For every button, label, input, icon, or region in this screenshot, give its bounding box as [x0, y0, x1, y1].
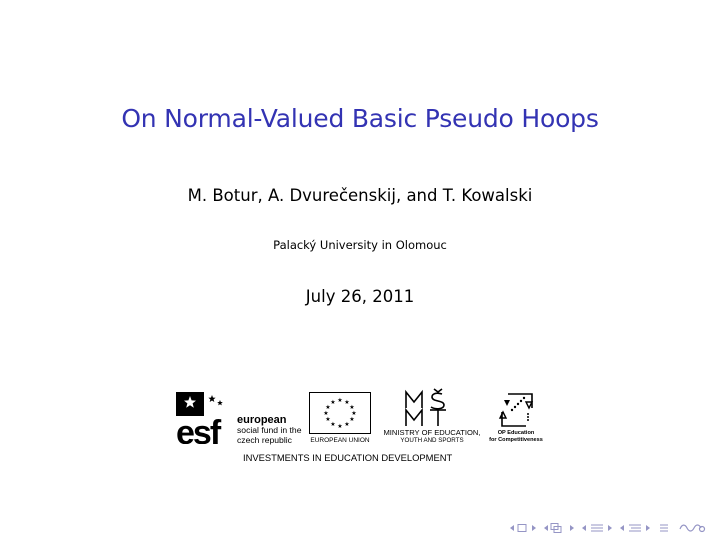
eu-logo: [307, 392, 373, 448]
nav-frame-icon[interactable]: [510, 523, 536, 533]
slide-date: July 26, 2011: [305, 287, 415, 306]
svg-text:★: ★: [349, 404, 355, 411]
op-line2: for Competitiveness: [489, 437, 543, 443]
op-line1: OP Education: [497, 430, 535, 436]
svg-text:★: ★: [323, 410, 329, 417]
esf-logo: [176, 392, 306, 448]
esf-line3: czech republic: [237, 435, 292, 445]
beamer-navigation: [502, 521, 706, 535]
svg-text:★: ★: [325, 416, 331, 423]
esf-line2: social fund in the: [237, 425, 302, 435]
eu-label: EUROPEAN UNION: [310, 437, 370, 444]
svg-text:★: ★: [330, 421, 336, 428]
nav-section-icon[interactable]: [582, 523, 612, 533]
slide-institute: Palacký University in Olomouc: [273, 238, 447, 252]
nav-subsection-icon[interactable]: [544, 523, 574, 533]
msmt-line1: MINISTRY OF EDUCATION,: [383, 428, 481, 437]
svg-text:esf: esf: [176, 414, 220, 444]
investments-caption: INVESTMENTS IN EDUCATION DEVELOPMENT: [243, 452, 453, 463]
op-logo: [486, 388, 546, 448]
svg-text:★: ★: [344, 421, 350, 428]
svg-text:★: ★: [325, 404, 331, 411]
op-logo-icon: [498, 390, 536, 428]
svg-text:★: ★: [337, 397, 343, 404]
msmt-logo: [377, 388, 487, 448]
nav-presentation-icon[interactable]: [620, 523, 650, 533]
nav-search-icon[interactable]: [678, 523, 706, 533]
esf-logo-icon: [176, 392, 236, 444]
svg-text:★: ★: [349, 416, 355, 423]
slide-authors: M. Botur, A. Dvurečenskij, and T. Kowalski: [187, 186, 533, 205]
esf-caption: [237, 415, 302, 445]
svg-text:★: ★: [330, 399, 336, 406]
eu-flag-icon: [309, 392, 371, 434]
esf-line1: european: [237, 414, 287, 426]
svg-text:★: ★: [337, 423, 343, 430]
slide-title: On Normal-Valued Basic Pseudo Hoops: [121, 104, 599, 133]
msmt-logo-icon: [402, 388, 462, 428]
msmt-line2: YOUTH AND SPORTS: [400, 437, 464, 444]
svg-text:★: ★: [344, 399, 350, 406]
nav-back-icon[interactable]: [658, 523, 670, 533]
svg-text:★: ★: [351, 410, 357, 417]
